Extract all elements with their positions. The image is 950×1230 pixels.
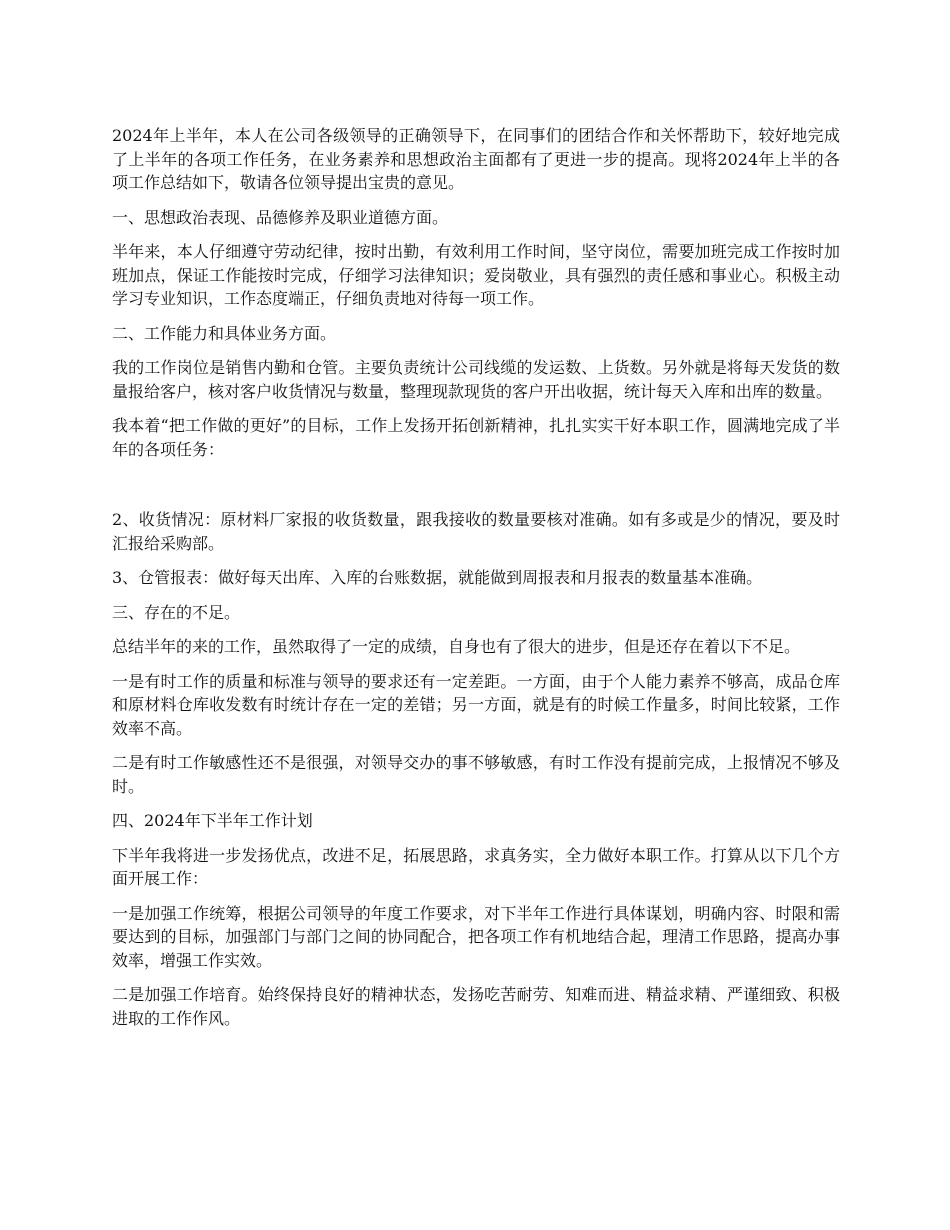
section-heading-1: 一、思想政治表现、品德修养及职业道德方面。 <box>112 207 449 227</box>
paragraph-plan-intro: 下半年我将进一步发扬优点，改进不足，拓展思路，求真务实，全力做好本职工作。打算从以下几个方面开展工作： <box>112 845 840 888</box>
paragraph-plan-2: 二是加强工作培育。始终保持良好的精神状态，发扬吃苦耐劳、知难而进、精益求精、严谨细致、积极进取的工作作风。 <box>112 985 840 1028</box>
section-heading-2: 二、工作能力和具体业务方面。 <box>112 323 337 343</box>
paragraph-goal: 我本着“把工作做的更好”的目标，工作上发扬开拓创新精神，扎扎实实干好本职工作，圆满地完成了半年的各项任务： <box>112 416 840 459</box>
paragraph-section-1: 半年来，本人仔细遵守劳动纪律，按时出勤，有效利用工作时间，坚守岗位，需要加班完成工作按时加班加点，保证工作能按时完成，仔细学习法律知识；爱岗敬业，具有强烈的责任感和事业心。积极主动学习专业知识，工作态度端正，仔细负责地对待每一项工作。 <box>112 242 840 308</box>
paragraph-shortcoming-2: 二是有时工作敏感性还不是很强，对领导交办的事不够敏感，有时工作没有提前完成，上报情况不够及时。 <box>112 753 840 796</box>
paragraph-shortcomings-intro: 总结半年的来的工作，虽然取得了一定的成绩，自身也有了很大的进步，但是还存在着以下不足。 <box>112 637 801 656</box>
section-heading-4: 四、2024年下半年工作计划 <box>112 811 313 830</box>
paragraph-shortcoming-1: 一是有时工作的质量和标准与领导的要求还有一定差距。一方面，由于个人能力素养不够高，成品仓库和原材料仓库收发数有时统计存在一定的差错；另一方面，就是有的时候工作量多，时间比较紧，工作效率不高。 <box>112 671 840 738</box>
blank-gap <box>112 472 840 508</box>
paragraph-plan-1: 一是加强工作统筹，根据公司领导的年度工作要求，对下半年工作进行具体谋划，明确内容、时限和需要达到的目标，加强部门与部门之间的协同配合，把各项工作有机地结合起，理清工作思路，提高办事效率，增强工作实效。 <box>112 903 840 970</box>
section-heading-3: 三、存在的不足。 <box>112 602 241 622</box>
paragraph-job-role: 我的工作岗位是销售内勤和仓管。主要负责统计公司线缆的发运数、上货数。另外就是将每天发货的数量报给客户，核对客户收货情况与数量，整理现款现货的客户开出收据，统计每天入库和出库的数量。 <box>112 358 840 401</box>
list-item-receiving: 2、收货情况：原材料厂家报的收货数量，跟我接收的数量要核对准确。如有多或是少的情况，要及时汇报给采购部。 <box>112 510 840 553</box>
list-item-warehouse-report: 3、仓管报表：做好每天出库、入库的台账数据，就能做到周报表和月报表的数量基本准确。 <box>112 568 763 587</box>
paragraph-intro: 2024年上半年，本人在公司各级领导的正确领导下，在同事们的团结合作和关怀帮助下，较好地完成了上半年的各项工作任务，在业务素养和思想政治主面都有了更进一步的提高。现将2024年上半的各项工作总结如下，敬请各位领导提出宝贵的意见。 <box>112 126 840 192</box>
